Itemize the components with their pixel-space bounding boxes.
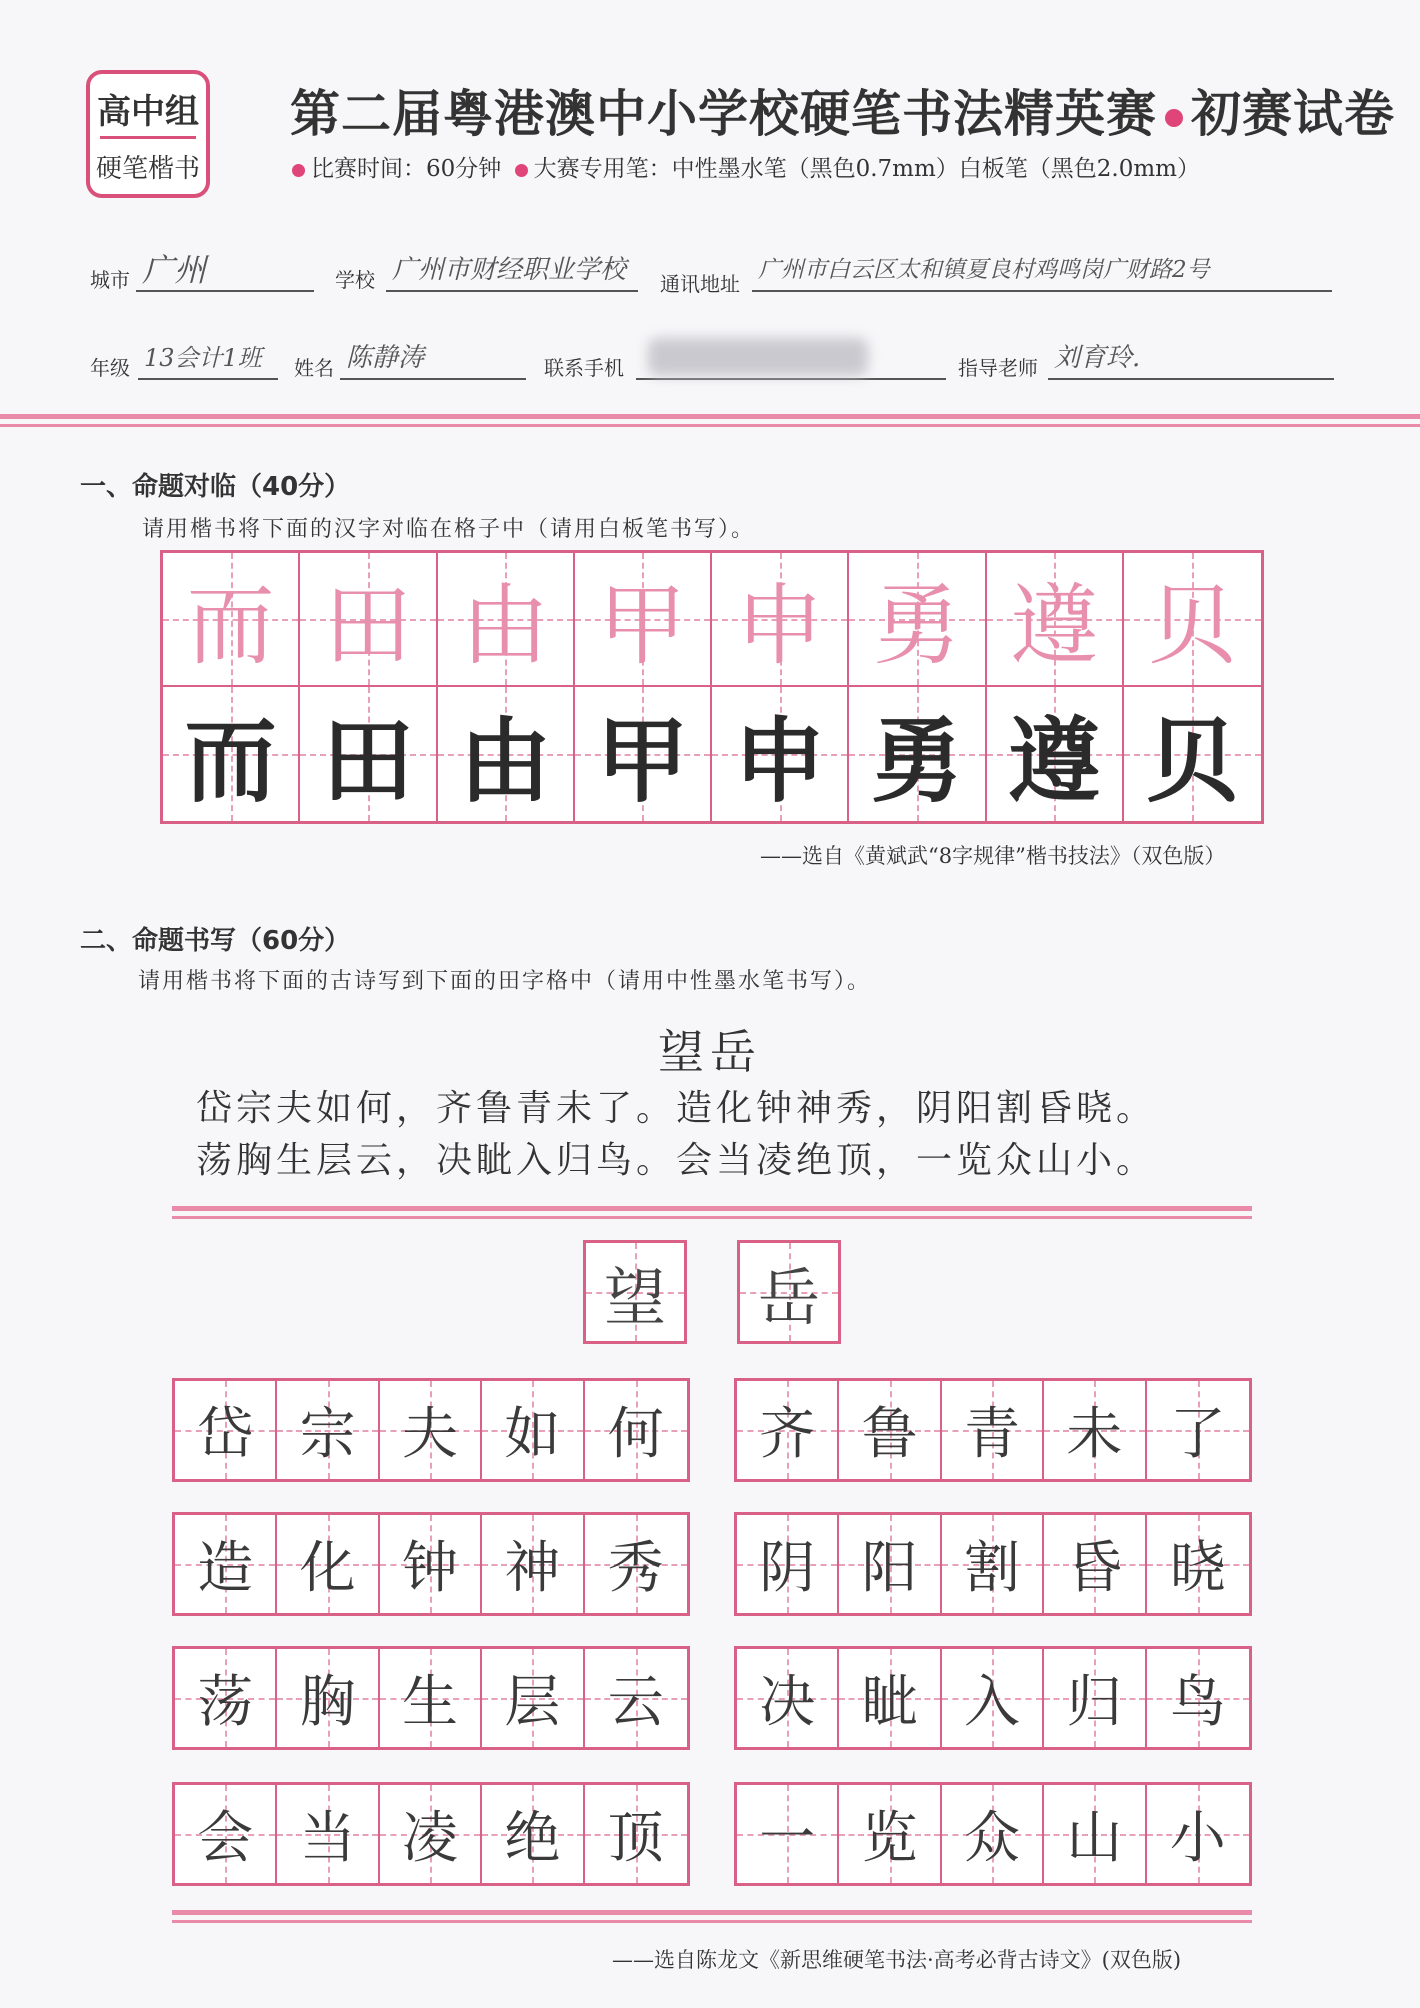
header-divider bbox=[0, 414, 1420, 419]
model-cell bbox=[987, 553, 1124, 687]
student-cell bbox=[849, 687, 986, 821]
student-char: 遵 bbox=[1008, 708, 1101, 815]
model-char: 田 bbox=[323, 574, 412, 677]
poem-divider bbox=[172, 1206, 1252, 1211]
phone-label: 联系手机 bbox=[544, 356, 624, 380]
bullet-dot-icon bbox=[515, 164, 528, 177]
address-field[interactable] bbox=[752, 258, 1332, 292]
student-char: 贝 bbox=[1146, 708, 1239, 815]
title-suffix: 初赛试卷 bbox=[1191, 85, 1395, 143]
teacher-value: 刘育玲. bbox=[1054, 343, 1141, 373]
grid-cell bbox=[1147, 1649, 1249, 1747]
badge-category: 硬笔楷书 bbox=[95, 154, 200, 184]
model-char: 而 bbox=[186, 574, 275, 677]
grid-cell bbox=[942, 1785, 1044, 1883]
hand-char: 众 bbox=[963, 1806, 1020, 1871]
hand-char: 胸 bbox=[299, 1670, 356, 1735]
student-cell bbox=[712, 687, 849, 821]
poem-line: 岱宗夫如何，齐鲁青未了。造化钟神秀，阴阳割昏晓。 bbox=[196, 1088, 1157, 1129]
hand-char: 宗 bbox=[299, 1402, 356, 1467]
name-value: 陈静涛 bbox=[346, 343, 425, 373]
model-cell bbox=[438, 553, 575, 687]
hand-char: 顶 bbox=[607, 1806, 664, 1871]
copy-grid bbox=[160, 550, 1264, 824]
bullet-dot-icon bbox=[292, 164, 305, 177]
grid-cell bbox=[175, 1649, 277, 1747]
grid-cell bbox=[585, 1649, 687, 1747]
hand-char: 未 bbox=[1066, 1402, 1123, 1467]
grid-cell bbox=[1147, 1381, 1249, 1479]
grid-cell bbox=[942, 1649, 1044, 1747]
student-cell bbox=[300, 687, 437, 821]
hand-char: 了 bbox=[1169, 1402, 1226, 1467]
hand-char: 晓 bbox=[1169, 1536, 1226, 1601]
grade-label: 年级 bbox=[90, 356, 130, 380]
grid-cell bbox=[839, 1649, 941, 1747]
grid-cell bbox=[277, 1515, 379, 1613]
student-char: 田 bbox=[321, 708, 414, 815]
hand-char: 夫 bbox=[401, 1402, 458, 1467]
grid-cell bbox=[175, 1515, 277, 1613]
grid-cell bbox=[737, 1381, 839, 1479]
address-label: 通讯地址 bbox=[660, 272, 740, 296]
model-char: 勇 bbox=[872, 574, 961, 677]
section1-source: ——选自《黄斌武“8字规律”楷书技法》（双色版） bbox=[760, 844, 1226, 868]
hand-char: 造 bbox=[197, 1536, 254, 1601]
title-char-box bbox=[737, 1240, 841, 1344]
hand-char: 何 bbox=[607, 1402, 664, 1467]
teacher-label: 指导老师 bbox=[958, 356, 1038, 380]
student-char: 甲 bbox=[596, 708, 689, 815]
group-badge bbox=[86, 70, 210, 198]
hand-char: 如 bbox=[504, 1402, 561, 1467]
grid-cell bbox=[482, 1785, 584, 1883]
writing-row bbox=[734, 1512, 1252, 1616]
grid-cell bbox=[737, 1515, 839, 1613]
bullet-dot-icon bbox=[1165, 109, 1183, 127]
hand-char: 昏 bbox=[1066, 1536, 1123, 1601]
title-main: 第二届粤港澳中小学校硬笔书法精英赛 bbox=[290, 85, 1157, 143]
hand-char: 归 bbox=[1066, 1670, 1123, 1735]
title-char-box bbox=[583, 1240, 687, 1344]
model-char: 申 bbox=[735, 574, 824, 677]
hand-char: 阳 bbox=[861, 1536, 918, 1601]
grid-cell bbox=[482, 1649, 584, 1747]
hand-char: 眦 bbox=[861, 1670, 918, 1735]
city-field[interactable] bbox=[136, 251, 314, 292]
hand-char: 当 bbox=[299, 1806, 356, 1871]
name-label: 姓名 bbox=[294, 356, 334, 380]
grid-cell bbox=[380, 1649, 482, 1747]
city-label: 城市 bbox=[90, 268, 130, 292]
footer-divider bbox=[172, 1910, 1252, 1915]
grid-cell bbox=[1147, 1785, 1249, 1883]
hand-char: 生 bbox=[401, 1670, 458, 1735]
hand-char: 荡 bbox=[197, 1670, 254, 1735]
grid-cell bbox=[839, 1785, 941, 1883]
model-cell bbox=[575, 553, 712, 687]
student-cell bbox=[575, 687, 712, 821]
grid-cell bbox=[277, 1649, 379, 1747]
badge-group: 高中组 bbox=[97, 92, 199, 132]
model-cell bbox=[1124, 553, 1261, 687]
hand-char: 钟 bbox=[401, 1536, 458, 1601]
writing-row bbox=[734, 1782, 1252, 1886]
hand-char: 阴 bbox=[759, 1536, 816, 1601]
student-cell bbox=[1124, 687, 1261, 821]
footer-divider-thin bbox=[172, 1920, 1252, 1923]
model-char: 甲 bbox=[598, 574, 687, 677]
grid-cell bbox=[839, 1381, 941, 1479]
school-label: 学校 bbox=[335, 268, 375, 292]
address-value: 广州市白云区太和镇夏良村鸡鸣岗广财路2号 bbox=[758, 257, 1210, 283]
grid-cell bbox=[1044, 1381, 1146, 1479]
grid-cell bbox=[839, 1515, 941, 1613]
hand-char: 绝 bbox=[504, 1806, 561, 1871]
model-cell bbox=[849, 553, 986, 687]
grid-cell bbox=[737, 1649, 839, 1747]
school-field[interactable] bbox=[386, 255, 638, 292]
grid-cell bbox=[585, 1515, 687, 1613]
grade-field[interactable] bbox=[138, 346, 278, 380]
exam-pen: 大赛专用笔：中性墨水笔（黑色0.7mm）白板笔（黑色2.0mm） bbox=[533, 156, 1200, 182]
grid-cell bbox=[482, 1515, 584, 1613]
writing-row bbox=[734, 1646, 1252, 1750]
grid-cell bbox=[380, 1515, 482, 1613]
section1-heading: 一、命题对临（40分） bbox=[80, 472, 351, 502]
writing-row bbox=[734, 1378, 1252, 1482]
hand-char: 神 bbox=[504, 1536, 561, 1601]
hand-char: 化 bbox=[299, 1536, 356, 1601]
hand-char: 岱 bbox=[197, 1402, 254, 1467]
hand-char: 鸟 bbox=[1169, 1670, 1226, 1735]
page-title bbox=[290, 74, 1395, 146]
header-divider-thin bbox=[0, 424, 1420, 427]
grid-cell bbox=[1044, 1515, 1146, 1613]
section2-source: ——选自陈龙文《新思维硬笔书法·高考必背古诗文》(双色版) bbox=[612, 1948, 1182, 1972]
title-char: 望 bbox=[603, 1260, 666, 1334]
school-value: 广州市财经职业学校 bbox=[392, 255, 627, 285]
grid-cell bbox=[380, 1785, 482, 1883]
student-char: 勇 bbox=[870, 708, 963, 815]
grid-cell bbox=[585, 1785, 687, 1883]
hand-char: 一 bbox=[759, 1806, 816, 1871]
writing-row bbox=[172, 1782, 690, 1886]
title-char: 岳 bbox=[757, 1260, 820, 1334]
hand-char: 览 bbox=[861, 1806, 918, 1871]
section2-heading: 二、命题书写（60分） bbox=[80, 926, 351, 956]
hand-char: 齐 bbox=[759, 1402, 816, 1467]
hand-char: 决 bbox=[759, 1670, 816, 1735]
student-cell bbox=[987, 687, 1124, 821]
grid-cell bbox=[380, 1381, 482, 1479]
model-char: 遵 bbox=[1010, 574, 1099, 677]
badge-divider bbox=[100, 136, 196, 139]
grid-cell bbox=[1147, 1515, 1249, 1613]
hand-char: 入 bbox=[963, 1670, 1020, 1735]
hand-char: 小 bbox=[1169, 1806, 1226, 1871]
student-cell bbox=[163, 687, 300, 821]
grid-cell bbox=[737, 1785, 839, 1883]
poem-line: 荡胸生层云，决眦入归鸟。会当凌绝顶，一览众山小。 bbox=[196, 1140, 1157, 1181]
grid-cell bbox=[1044, 1785, 1146, 1883]
writing-row bbox=[172, 1646, 690, 1750]
exam-time: 比赛时间：60分钟 bbox=[311, 156, 502, 182]
grid-cell bbox=[482, 1381, 584, 1479]
hand-char: 凌 bbox=[401, 1806, 458, 1871]
model-cell bbox=[300, 553, 437, 687]
grid-cell bbox=[175, 1785, 277, 1883]
writing-row bbox=[172, 1378, 690, 1482]
grid-cell bbox=[1044, 1649, 1146, 1747]
hand-char: 秀 bbox=[607, 1536, 664, 1601]
exam-rules bbox=[292, 150, 1200, 183]
hand-char: 鲁 bbox=[861, 1402, 918, 1467]
hand-char: 青 bbox=[963, 1402, 1020, 1467]
teacher-field[interactable] bbox=[1048, 343, 1334, 380]
grid-cell bbox=[277, 1785, 379, 1883]
model-cell bbox=[712, 553, 849, 687]
hand-char: 山 bbox=[1066, 1806, 1123, 1871]
grid-cell bbox=[942, 1515, 1044, 1613]
student-char: 由 bbox=[459, 708, 552, 815]
model-char: 由 bbox=[461, 574, 550, 677]
section2-instruction: 请用楷书将下面的古诗写到下面的田字格中（请用中性墨水笔书写）。 bbox=[138, 969, 872, 994]
student-char: 申 bbox=[733, 708, 826, 815]
hand-char: 层 bbox=[504, 1670, 561, 1735]
grade-value: 13会计1班 bbox=[144, 344, 262, 372]
grid-cell bbox=[277, 1381, 379, 1479]
poem-divider-thin bbox=[172, 1216, 1252, 1219]
hand-char: 云 bbox=[607, 1670, 664, 1735]
name-field[interactable] bbox=[340, 343, 526, 380]
hand-char: 割 bbox=[963, 1536, 1020, 1601]
redacted-phone bbox=[648, 338, 868, 376]
model-char: 贝 bbox=[1148, 574, 1237, 677]
grid-cell bbox=[942, 1381, 1044, 1479]
city-value: 广州 bbox=[142, 251, 207, 289]
model-cell bbox=[163, 553, 300, 687]
section1-instruction: 请用楷书将下面的汉字对临在格子中（请用白板笔书写）。 bbox=[142, 517, 756, 542]
hand-char: 会 bbox=[197, 1806, 254, 1871]
writing-row bbox=[172, 1512, 690, 1616]
grid-cell bbox=[585, 1381, 687, 1479]
student-char: 而 bbox=[184, 708, 277, 815]
student-cell bbox=[438, 687, 575, 821]
poem-title: 望岳 bbox=[658, 1025, 762, 1079]
grid-cell bbox=[175, 1381, 277, 1479]
